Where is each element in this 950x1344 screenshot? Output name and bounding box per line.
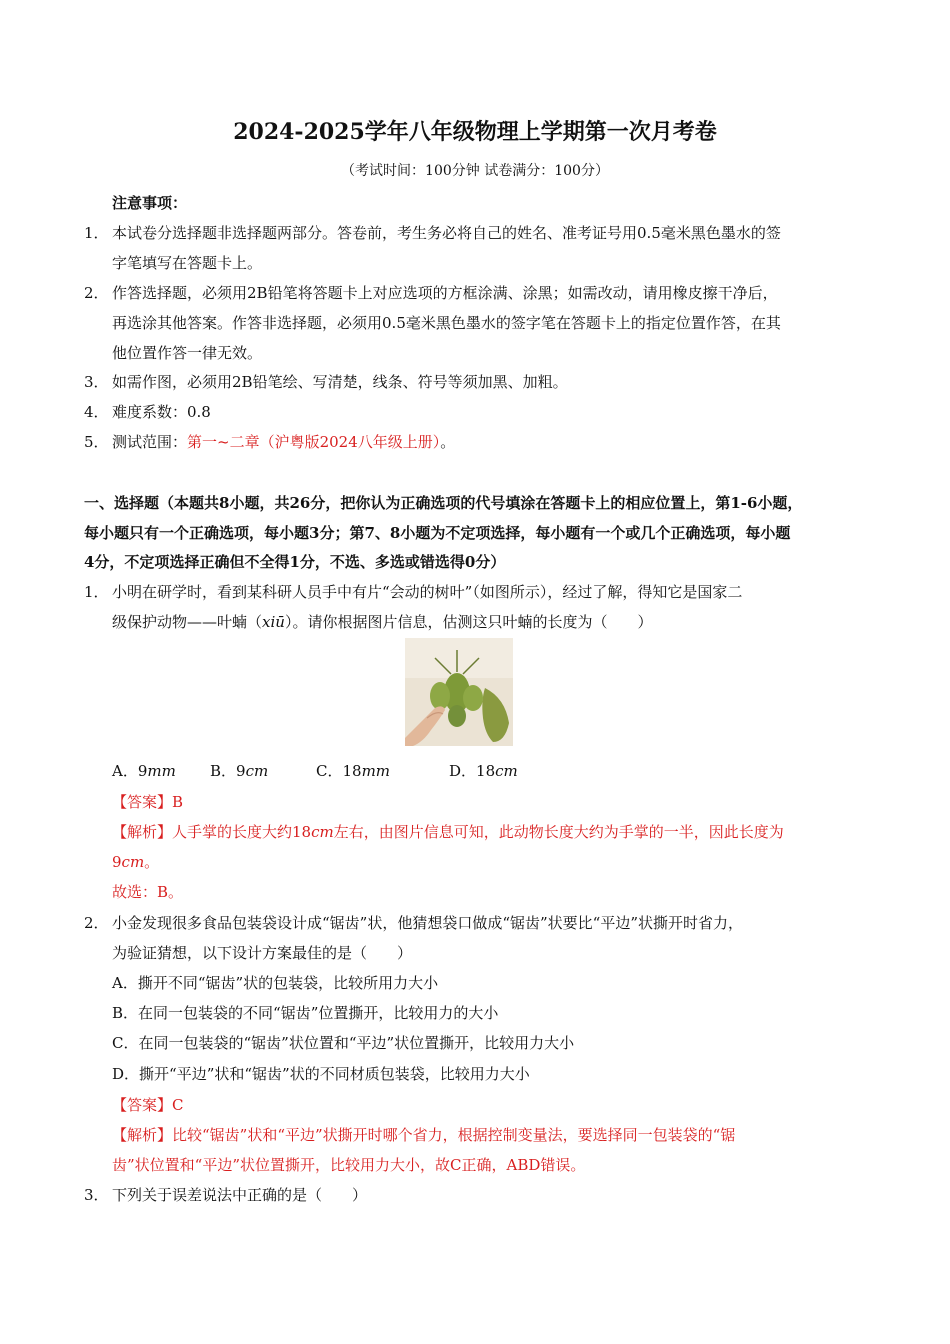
test-scope-label: 测试范围： bbox=[112, 433, 188, 451]
question-number: 2． bbox=[84, 914, 109, 932]
section-heading: 4分，不定项选择正确但不全得1分，不选、多选或错选得0分） bbox=[84, 553, 506, 571]
exam-info: （考试时间：100分钟 试卷满分：100分） bbox=[341, 163, 609, 179]
question-text-part: ）。请你根据图片信息，估测这只叶蝻的长度为（ ） bbox=[284, 613, 653, 631]
notice-text: 本试卷分选择题非选择题两部分。答卷前，考生务必将自己的姓名、准考证号用0.5毫米黑色墨水的签 bbox=[112, 224, 781, 242]
option-d-unit: cm bbox=[495, 762, 518, 780]
analysis: 【解析】比较“锯齿”状和“平边”状撕开时哪个省力，根据控制变量法，要选择同一包装袋的“锯 bbox=[112, 1126, 736, 1144]
option-c-unit: mm bbox=[361, 762, 391, 780]
question-number: 1． bbox=[84, 583, 109, 601]
option-b-value: B．9 bbox=[210, 762, 246, 780]
unit: cm bbox=[311, 823, 334, 841]
question-text: 小明在研学时，看到某科研人员手中有片“会动的树叶”（如图所示），经过了解，得知它是国家二 bbox=[112, 583, 743, 601]
question-text: 下列关于误差说法中正确的是（ ） bbox=[112, 1186, 368, 1204]
option-d bbox=[449, 760, 518, 781]
leaf-insect-photo bbox=[405, 638, 513, 746]
option-c-value: C．18 bbox=[316, 762, 362, 780]
analysis-part: 9 bbox=[112, 853, 122, 871]
analysis-part: 【解析】人手掌的长度大约18 bbox=[112, 823, 312, 841]
section-heading: 每小题只有一个正确选项，每小题3分；第7、8小题为不定项选择，每小题有一个或几个正确选项，每小题 bbox=[84, 524, 791, 542]
leaf-insect-illustration bbox=[405, 638, 513, 746]
option-a-value: A．9 bbox=[112, 762, 148, 780]
notice-number: 4． bbox=[84, 403, 109, 421]
question-text: 为验证猜想，以下设计方案最佳的是（ ） bbox=[112, 944, 413, 962]
notice-text: 再选涂其他答案。作答非选择题，必须用0.5毫米黑色墨水的签字笔在答题卡上的指定位置作答，在其 bbox=[112, 314, 781, 332]
question-text: 小金发现很多食品包装袋设计成“锯齿”状，他猜想袋口做成“锯齿”状要比“平边”状撕开时省力， bbox=[112, 914, 744, 932]
option-a-unit: mm bbox=[147, 762, 176, 780]
notice-heading: 注意事项： bbox=[112, 194, 188, 212]
analysis-part: 左右，由图片信息可知，此动物长度大约为手掌的一半，因此长度为 bbox=[333, 823, 784, 841]
option-b bbox=[210, 760, 268, 781]
notice-text: 难度系数：0.8 bbox=[112, 403, 211, 421]
option-b: B．在同一包装袋的不同“锯齿”位置撕开，比较用力的大小 bbox=[112, 1004, 499, 1022]
option-d-value: D．18 bbox=[449, 762, 496, 780]
test-scope bbox=[112, 431, 455, 452]
notice-text: 作答选择题，必须用2B铅笔将答题卡上对应选项的方框涂满、涂黑；如需改动，请用橡皮擦干净后， bbox=[112, 284, 778, 302]
question-text-part: 级保护动物——叶蝻（ bbox=[112, 613, 263, 631]
test-scope-value: 第一~二章（沪粤版2024八年级上册） bbox=[187, 433, 441, 451]
option-a bbox=[112, 760, 176, 781]
option-d: D．撕开“平边”状和“锯齿”状的不同材质包装袋，比较用力大小 bbox=[112, 1065, 530, 1083]
option-a: A．撕开不同“锯齿”状的包装袋，比较所用力大小 bbox=[112, 974, 439, 992]
question-number: 3． bbox=[84, 1186, 109, 1204]
notice-text: 字笔填写在答题卡上。 bbox=[112, 254, 263, 272]
notice-number: 3． bbox=[84, 373, 109, 391]
analysis: 齿”状位置和“平边”状位置撕开，比较用力大小，故C正确，ABD错误。 bbox=[112, 1156, 586, 1174]
analysis-part: 。 bbox=[144, 853, 160, 871]
unit: cm bbox=[121, 853, 145, 871]
notice-number: 5． bbox=[84, 433, 109, 451]
notice-text: 他位置作答一律无效。 bbox=[112, 344, 263, 362]
test-scope-end: 。 bbox=[440, 433, 456, 451]
page-title: 2024-2025学年八年级物理上学期第一次月考卷 bbox=[233, 119, 717, 145]
option-b-unit: cm bbox=[245, 762, 269, 780]
notice-number: 2． bbox=[84, 284, 109, 302]
notice-number: 1． bbox=[84, 224, 109, 242]
option-c: C．在同一包装袋的“锯齿”状位置和“平边”状位置撕开，比较用力大小 bbox=[112, 1034, 575, 1052]
option-c bbox=[316, 760, 390, 781]
notice-text: 如需作图，必须用2B铅笔绘、写清楚，线条、符号等须加黑、加粗。 bbox=[112, 373, 568, 391]
conclusion: 故选：B。 bbox=[112, 883, 184, 901]
question-text bbox=[112, 611, 652, 632]
pinyin: xiū bbox=[262, 613, 285, 631]
analysis bbox=[112, 821, 784, 842]
answer: 【答案】B bbox=[112, 793, 184, 811]
answer: 【答案】C bbox=[112, 1096, 184, 1114]
analysis bbox=[112, 851, 159, 872]
section-heading: 一、选择题（本题共8小题，共26分，把你认为正确选项的代号填涂在答题卡上的相应位置上，第1-6小题， bbox=[84, 494, 803, 512]
